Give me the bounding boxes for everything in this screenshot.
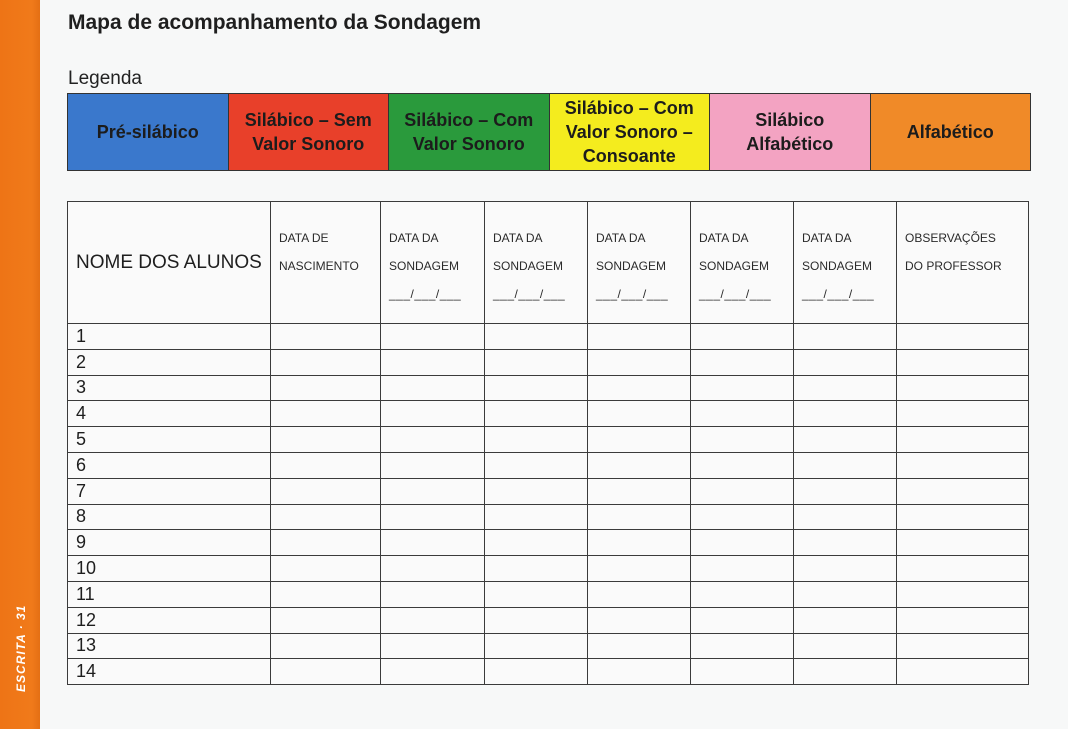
table-cell[interactable]	[588, 581, 691, 607]
row-number[interactable]: 1	[68, 324, 271, 350]
table-cell[interactable]	[588, 452, 691, 478]
table-cell[interactable]	[588, 427, 691, 453]
row-number[interactable]: 5	[68, 427, 271, 453]
tracking-table	[67, 201, 1029, 685]
table-cell[interactable]	[271, 375, 381, 401]
table-row	[68, 375, 1029, 401]
table-row	[68, 607, 1029, 633]
table-cell[interactable]	[588, 530, 691, 556]
table-cell[interactable]	[794, 581, 897, 607]
table-cell[interactable]	[485, 478, 588, 504]
table-cell[interactable]	[271, 659, 381, 685]
row-number[interactable]: 12	[68, 607, 271, 633]
table-cell[interactable]	[271, 478, 381, 504]
table-cell[interactable]	[381, 633, 485, 659]
table-cell[interactable]	[485, 530, 588, 556]
table-cell[interactable]	[381, 427, 485, 453]
table-cell[interactable]	[691, 581, 794, 607]
table-row	[68, 659, 1029, 685]
table-cell[interactable]	[794, 607, 897, 633]
side-color-strip	[0, 0, 40, 729]
table-cell[interactable]	[588, 556, 691, 582]
table-cell[interactable]	[897, 659, 1029, 685]
table-cell[interactable]	[381, 452, 485, 478]
table-cell[interactable]	[691, 375, 794, 401]
table-cell[interactable]	[271, 452, 381, 478]
table-cell[interactable]	[381, 504, 485, 530]
table-cell[interactable]	[485, 452, 588, 478]
table-cell[interactable]	[485, 349, 588, 375]
table-cell[interactable]	[271, 349, 381, 375]
table-cell[interactable]	[794, 401, 897, 427]
table-cell[interactable]	[691, 607, 794, 633]
table-cell[interactable]	[897, 427, 1029, 453]
table-cell[interactable]	[271, 530, 381, 556]
row-number[interactable]: 4	[68, 401, 271, 427]
table-cell[interactable]	[691, 452, 794, 478]
table-cell[interactable]	[794, 659, 897, 685]
table-cell[interactable]	[897, 452, 1029, 478]
table-cell[interactable]	[381, 530, 485, 556]
table-cell[interactable]	[381, 607, 485, 633]
table-cell[interactable]	[381, 401, 485, 427]
table-cell[interactable]	[485, 427, 588, 453]
table-cell[interactable]	[381, 581, 485, 607]
table-cell[interactable]	[271, 633, 381, 659]
table-cell[interactable]	[691, 530, 794, 556]
table-cell[interactable]	[588, 659, 691, 685]
row-number[interactable]: 8	[68, 504, 271, 530]
table-cell[interactable]	[794, 375, 897, 401]
table-cell[interactable]	[897, 401, 1029, 427]
table-cell[interactable]	[588, 401, 691, 427]
table-cell[interactable]	[794, 556, 897, 582]
table-cell[interactable]	[381, 659, 485, 685]
legend-item-alfabetico: Alfabético	[871, 94, 1031, 170]
table-cell[interactable]	[588, 478, 691, 504]
row-number[interactable]: 14	[68, 659, 271, 685]
table-cell[interactable]	[897, 478, 1029, 504]
page-title: Mapa de acompanhamento da Sondagem	[68, 11, 482, 34]
row-number[interactable]: 9	[68, 530, 271, 556]
table-cell[interactable]	[381, 324, 485, 350]
table-cell[interactable]	[485, 401, 588, 427]
table-row	[68, 324, 1029, 350]
table-row	[68, 452, 1029, 478]
table-cell[interactable]	[691, 427, 794, 453]
table-cell[interactable]	[485, 607, 588, 633]
table-cell[interactable]	[588, 324, 691, 350]
table-cell[interactable]	[271, 401, 381, 427]
table-cell[interactable]	[691, 478, 794, 504]
table-cell[interactable]	[897, 324, 1029, 350]
table-cell[interactable]	[381, 556, 485, 582]
table-cell[interactable]	[691, 324, 794, 350]
table-cell[interactable]	[588, 633, 691, 659]
table-row	[68, 581, 1029, 607]
table-cell[interactable]	[794, 349, 897, 375]
table-cell[interactable]	[691, 633, 794, 659]
table-cell[interactable]	[794, 324, 897, 350]
table-cell[interactable]	[897, 504, 1029, 530]
table-cell[interactable]	[588, 375, 691, 401]
table-cell[interactable]	[271, 581, 381, 607]
table-cell[interactable]	[691, 659, 794, 685]
table-row	[68, 633, 1029, 659]
column-header-data-nascimento: DATA DE NASCIMENTO	[271, 202, 381, 324]
table-cell[interactable]	[897, 556, 1029, 582]
column-header-data-sondagem-2: DATA DA SONDAGEM ___/___/___	[485, 202, 588, 324]
column-header-observacoes: OBSERVAÇÕES DO PROFESSOR	[897, 202, 1029, 324]
table-cell[interactable]	[271, 427, 381, 453]
row-number[interactable]: 6	[68, 452, 271, 478]
page-section-label: ESCRITA · 31	[14, 604, 28, 692]
table-cell[interactable]	[381, 375, 485, 401]
table-cell[interactable]	[794, 427, 897, 453]
row-number[interactable]: 13	[68, 633, 271, 659]
table-cell[interactable]	[691, 401, 794, 427]
table-cell[interactable]	[691, 556, 794, 582]
table-cell[interactable]	[897, 581, 1029, 607]
table-cell[interactable]	[794, 452, 897, 478]
table-cell[interactable]	[588, 349, 691, 375]
column-header-data-sondagem-3: DATA DA SONDAGEM ___/___/___	[588, 202, 691, 324]
table-cell[interactable]	[588, 607, 691, 633]
table-cell[interactable]	[271, 556, 381, 582]
column-header-data-sondagem-1: DATA DA SONDAGEM ___/___/___	[381, 202, 485, 324]
row-number[interactable]: 7	[68, 478, 271, 504]
table-header-row	[68, 202, 1029, 324]
table-cell[interactable]	[794, 530, 897, 556]
table-cell[interactable]	[271, 607, 381, 633]
table-cell[interactable]	[897, 349, 1029, 375]
column-header-nome-alunos: NOME DOS ALUNOS	[68, 202, 271, 324]
table-cell[interactable]	[271, 504, 381, 530]
table-row	[68, 530, 1029, 556]
column-header-data-sondagem-5: DATA DA SONDAGEM ___/___/___	[794, 202, 897, 324]
row-number[interactable]: 3	[68, 375, 271, 401]
table-cell[interactable]	[691, 504, 794, 530]
legend-item-pre-silabico: Pré-silábico	[68, 94, 229, 170]
table-cell[interactable]	[485, 504, 588, 530]
legend-item-silabico-sem-valor: Silábico – Sem Valor Sonoro	[229, 94, 390, 170]
table-row	[68, 427, 1029, 453]
table-cell[interactable]	[485, 659, 588, 685]
table-cell[interactable]	[485, 581, 588, 607]
table-cell[interactable]	[271, 324, 381, 350]
table-row	[68, 556, 1029, 582]
table-cell[interactable]	[588, 504, 691, 530]
table-row	[68, 504, 1029, 530]
table-cell[interactable]	[485, 324, 588, 350]
table-cell[interactable]	[794, 504, 897, 530]
legend-item-silabico-alfabetico: Silábico Alfabético	[710, 94, 871, 170]
table-cell[interactable]	[897, 633, 1029, 659]
legend	[67, 93, 1031, 171]
row-number[interactable]: 10	[68, 556, 271, 582]
legend-label: Legenda	[68, 68, 142, 89]
row-number[interactable]: 11	[68, 581, 271, 607]
table-cell[interactable]	[691, 349, 794, 375]
table-cell[interactable]	[485, 633, 588, 659]
table-row	[68, 478, 1029, 504]
table-cell[interactable]	[794, 478, 897, 504]
table-cell[interactable]	[381, 478, 485, 504]
table-cell[interactable]	[897, 607, 1029, 633]
table-cell[interactable]	[381, 349, 485, 375]
table-cell[interactable]	[485, 375, 588, 401]
table-cell[interactable]	[485, 556, 588, 582]
table-cell[interactable]	[897, 530, 1029, 556]
table-row	[68, 349, 1029, 375]
legend-item-silabico-consoante: Silábico – Com Valor Sonoro – Consoante	[550, 94, 711, 170]
table-cell[interactable]	[794, 633, 897, 659]
column-header-data-sondagem-4: DATA DA SONDAGEM ___/___/___	[691, 202, 794, 324]
table-cell[interactable]	[897, 375, 1029, 401]
table-row	[68, 401, 1029, 427]
legend-item-silabico-com-valor: Silábico – Com Valor Sonoro	[389, 94, 550, 170]
row-number[interactable]: 2	[68, 349, 271, 375]
